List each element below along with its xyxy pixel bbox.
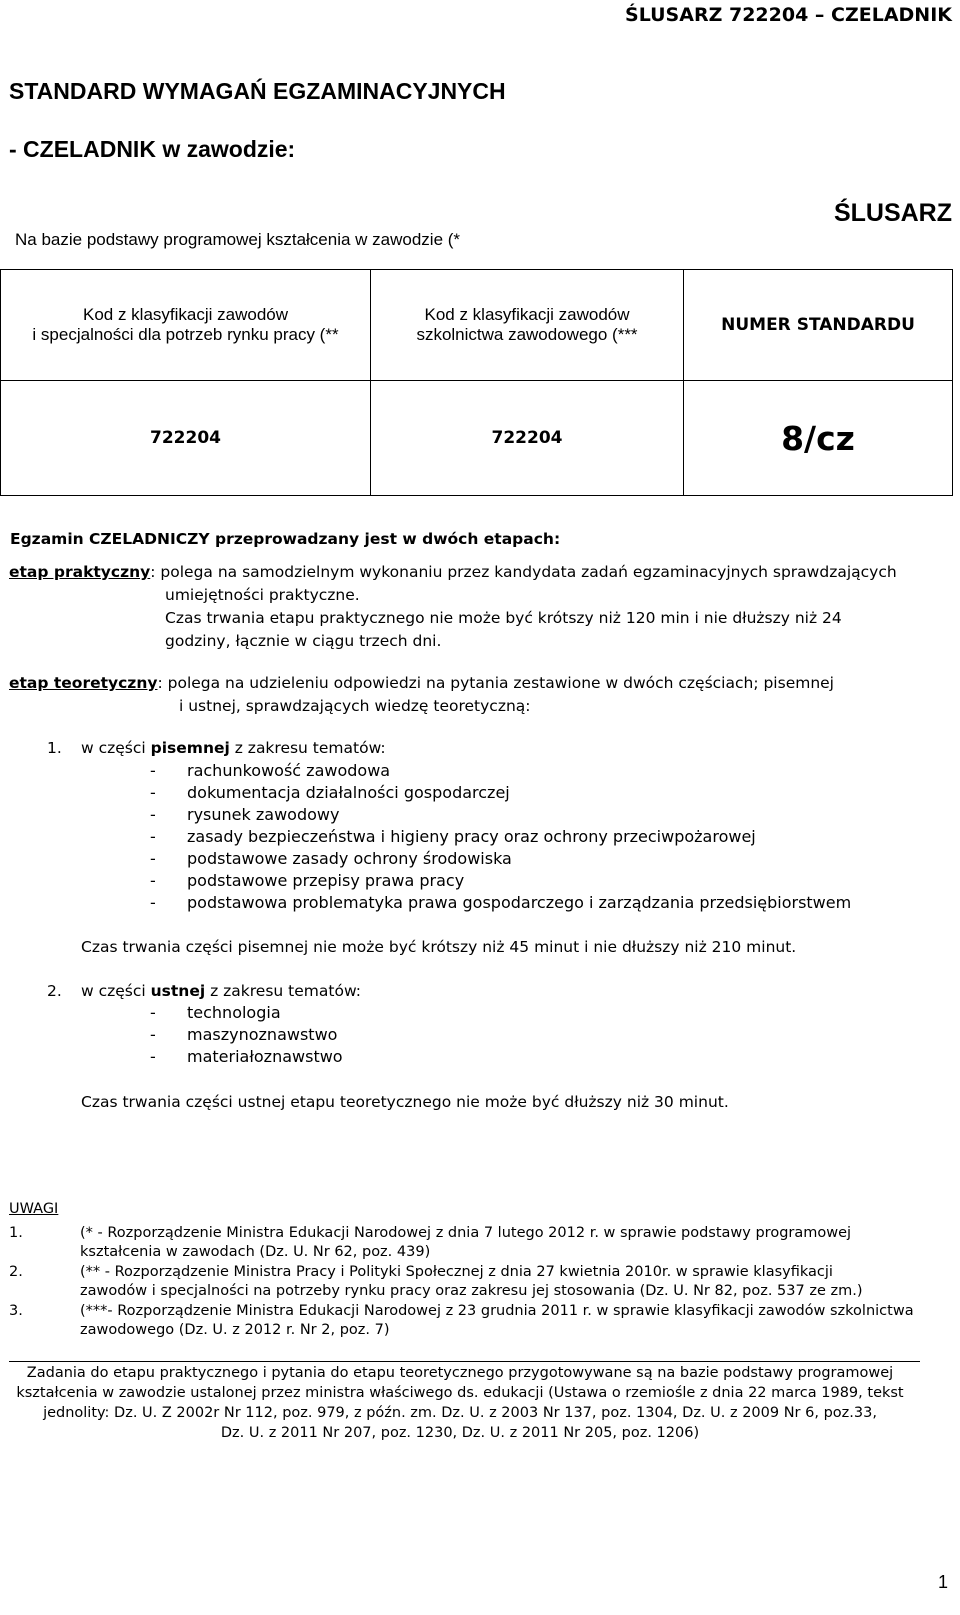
notes-heading: UWAGI — [9, 1201, 59, 1217]
note-1-number: 1. — [9, 1225, 23, 1241]
written-part-duration: Czas trwania części pisemnej nie może być krótszy niż 45 minut i nie dłuższy niż 210 minut. — [81, 938, 797, 956]
theory-stage-line2: i ustnej, sprawdzających wiedzę teoretyczną: — [179, 697, 531, 715]
standard-number-value: 8/cz — [781, 418, 855, 458]
footer-note — [0, 1363, 920, 1443]
written-topic-text: rysunek zawodowy — [187, 805, 340, 824]
note-1-line2: kształcenia w zawodach (Dz. U. Nr 62, poz. 439) — [80, 1244, 431, 1260]
practical-stage-line2: umiejętności praktyczne. — [165, 586, 360, 604]
written-topics-list — [150, 761, 910, 921]
list-dash: - — [150, 849, 156, 868]
occupation-code-value: 722204 — [150, 428, 221, 448]
occupation-code-header-line2: i specjalności dla potrzeb rynku pracy (** — [32, 325, 339, 344]
list-dash: - — [150, 893, 156, 912]
list-dash: - — [150, 1047, 156, 1066]
oral-part-intro-pre: w części — [81, 982, 151, 1000]
oral-part-label: ustnej — [150, 982, 206, 1000]
curriculum-basis-text: Na bazie podstawy programowej kształcenia w zawodzie (* — [15, 230, 461, 249]
written-topic-text: podstawowe zasady ochrony środowiska — [187, 849, 512, 868]
oral-topics-list — [150, 1003, 910, 1073]
theory-stage-label: etap teoretyczny — [9, 674, 158, 692]
note-2-number: 2. — [9, 1264, 23, 1280]
written-topic-text: podstawowe przepisy prawa pracy — [187, 871, 465, 890]
theory-stage-line1 — [9, 674, 834, 692]
oral-part-intro-post: z zakresu tematów: — [205, 982, 361, 1000]
oral-part-duration: Czas trwania części ustnej etapu teoretycznego nie może być dłuższy niż 30 minut. — [81, 1093, 729, 1111]
note-3-number: 3. — [9, 1303, 23, 1319]
practical-stage-desc: : polega na samodzielnym wykonaniu przez kandydata zadań egzaminacyjnych sprawdzających — [150, 563, 897, 581]
footer-divider — [9, 1361, 920, 1362]
theory-stage-desc: : polega na udzieleniu odpowiedzi na pytania zestawione w dwóch częściach; pisemnej — [157, 674, 834, 692]
school-code-value: 722204 — [491, 428, 563, 448]
trade-name: ŚLUSARZ — [833, 199, 952, 227]
written-part-number: 1. — [47, 739, 62, 757]
occupation-code-header — [1, 270, 371, 381]
practical-stage-label: etap praktyczny — [9, 563, 151, 581]
written-part-intro-pre: w części — [81, 739, 151, 757]
written-part-label: pisemnej — [150, 739, 230, 757]
note-3-line1: (***- Rozporządzenie Ministra Edukacji Narodowej z 23 grudnia 2011 r. w sprawie klasyfikacji zawodów szkolnictwa — [80, 1303, 914, 1319]
standard-number-cell — [684, 381, 953, 496]
practical-stage-duration: Czas trwania etapu praktycznego nie może być krótszy niż 120 min i nie dłuższy niż 24 — [165, 609, 842, 627]
written-part-intro — [81, 739, 386, 757]
list-dash: - — [150, 805, 156, 824]
note-2-line1: (** - Rozporządzenie Ministra Pracy i Polityki Społecznej z dnia 27 kwietnia 2010r. w sprawie klasyfikacji — [80, 1264, 833, 1280]
note-1-line1: (* - Rozporządzenie Ministra Edukacji Narodowej z dnia 7 lutego 2012 r. w sprawie podstawy programowej — [80, 1225, 852, 1241]
oral-part-intro — [81, 982, 361, 1000]
oral-topic-text: maszynoznawstwo — [187, 1025, 338, 1044]
list-dash: - — [150, 1025, 156, 1044]
written-topic-text: dokumentacja działalności gospodarczej — [187, 783, 510, 802]
oral-topic-text: materiałoznawstwo — [187, 1047, 343, 1066]
standard-codes-table — [0, 269, 953, 496]
footer-line2: kształcenia w zawodzie ustalonej przez ministra właściwego ds. edukacji (Ustawa o rzemiośle z dnia 22 marca 1989, tekst — [16, 1385, 904, 1401]
practical-stage-line1 — [9, 563, 897, 581]
document-subtitle: - CZELADNIK w zawodzie: — [9, 136, 296, 162]
note-2-line2: zawodów i specjalności na potrzeby rynku pracy oraz zakresu jej stosowania (Dz. U. Nr 82, poz. 537 ze zm.) — [80, 1283, 863, 1299]
written-topic-text: rachunkowość zawodowa — [187, 761, 391, 780]
list-dash: - — [150, 783, 156, 802]
school-code-cell — [371, 381, 684, 496]
written-topic-text: zasady bezpieczeństwa i higieny pracy oraz ochrony przeciwpożarowej — [187, 827, 756, 846]
written-part-intro-post: z zakresu tematów: — [229, 739, 386, 757]
footer-line1: Zadania do etapu praktycznego i pytania do etapu teoretycznego przygotowywane są na bazie podstawy programowej — [26, 1365, 894, 1381]
list-dash: - — [150, 827, 156, 846]
oral-part-number: 2. — [47, 982, 62, 1000]
document-title: STANDARD WYMAGAŃ EGZAMINACYJNYCH — [9, 78, 506, 104]
standard-number-header — [684, 270, 953, 381]
list-dash: - — [150, 1003, 156, 1022]
running-header: ŚLUSARZ 722204 – CZELADNIK — [625, 4, 952, 26]
exam-intro: Egzamin CZELADNICZY przeprowadzany jest w dwóch etapach: — [10, 530, 561, 548]
school-code-header-line1: Kod z klasyfikacji zawodów — [424, 305, 630, 324]
oral-topic-text: technologia — [187, 1003, 281, 1022]
occupation-code-header-line1: Kod z klasyfikacji zawodów — [82, 305, 289, 324]
list-dash: - — [150, 761, 156, 780]
practical-stage-duration-cont: godziny, łącznie w ciągu trzech dni. — [165, 632, 442, 650]
footer-line4: Dz. U. z 2011 Nr 207, poz. 1230, Dz. U. z 2011 Nr 205, poz. 1206) — [220, 1425, 700, 1441]
school-code-header-line2: szkolnictwa zawodowego (*** — [416, 325, 638, 344]
list-dash: - — [150, 871, 156, 890]
note-3-line2: zawodowego (Dz. U. z 2012 r. Nr 2, poz. 7) — [80, 1322, 390, 1338]
written-topic-text: podstawowa problematyka prawa gospodarczego i zarządzania przedsiębiorstwem — [187, 893, 852, 912]
standard-number-header-label: NUMER STANDARDU — [721, 315, 915, 335]
occupation-code-cell — [1, 381, 371, 496]
school-code-header — [371, 270, 684, 381]
footer-line3: jednolity: Dz. U. Z 2002r Nr 112, poz. 979, z późn. zm. Dz. U. z 2003 Nr 137, poz. 1304, Dz. U. z 2009 Nr 6, poz.33, — [43, 1405, 877, 1421]
page-number: 1 — [937, 1572, 948, 1592]
